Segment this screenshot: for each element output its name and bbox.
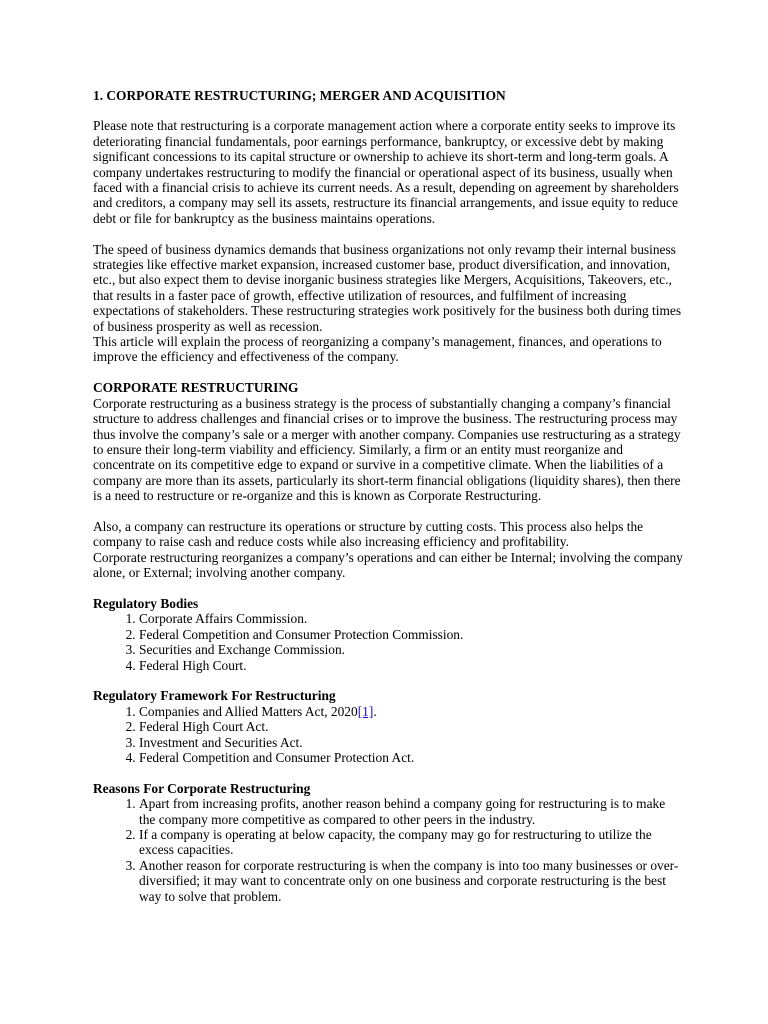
list-item: 2. Federal High Court Act. — [139, 719, 683, 734]
corporate-restructuring-paragraph-2: Also, a company can restructure its operations or structure by cutting costs. This process also helps the company to raise cash and reduce costs while also increasing efficiency and profitability. — [93, 518, 644, 550]
list-item: 3. Securities and Exchange Commission. — [139, 642, 683, 657]
list-item: 2. If a company is operating at below capacity, the company may go for restructuring to utilize the excess capacities. — [139, 827, 683, 858]
list-item: 2. Federal Competition and Consumer Protection Commission. — [139, 627, 683, 642]
section-heading-corporate-restructuring: CORPORATE RESTRUCTURING — [93, 380, 299, 396]
list-item — [139, 704, 683, 719]
intro-paragraph-1: Please note that restructuring is a corporate management action where a corporate entity seeks to improve its deteriorating financial fundamentals, poor earnings performance, bankruptcy, or excessive debt by making significant concessions to its capital structure or ownership to achieve its short-term and long-term goals. A company undertakes restructuring to modify the financial or operational aspect of its business, usually when faced with a financial crisis to achieve its current needs. As a result, depending on agreement by shareholders and creditors, a company may sell its assets, restructure its financial arrangements, and issue equity to reduce debt or file for bankruptcy as the business maintains operations. — [93, 118, 679, 226]
list-item: 3. Another reason for corporate restructuring is when the company is into too many businesses or over-diversified; it may want to concentrate only on one business and corporate restructuring is the best way to solve that problem. — [139, 858, 683, 904]
list-item: 1. Apart from increasing profits, another reason behind a company going for restructuring is to make the company more competitive as compared to other peers in the industry. — [139, 796, 683, 827]
corporate-restructuring-paragraph-3: Corporate restructuring reorganizes a company’s operations and can either be Internal; involving the company alone, or External; involving another company. — [93, 549, 683, 581]
intro-paragraph-2: The speed of business dynamics demands that business organizations not only revamp their internal business strategies like effective market expansion, increased customer base, product diversification, and innovation, etc., but also expect them to devise inorganic business strategies like Mergers, Acquisitions, Takeovers, etc., that results in a faster pace of growth, effective utilization of resources, and fulfilment of increasing expectations of stakeholders. These restructuring strategies work positively for the business both during times of business prosperity as well as recession. — [93, 241, 682, 334]
list-item-text: Companies and Allied Matters Act, 2020 — [139, 703, 358, 719]
regulatory-framework-list — [93, 704, 683, 766]
corporate-restructuring-paragraph-1: Corporate restructuring as a business strategy is the process of substantially changing a company’s financial structure to address challenges and financial crises or to improve the business. The restructuring process may thus involve the company’s sale or a merger with another company. Companies use restructuring as a strategy to ensure their long-term viability and efficiency. Similarly, a firm or an entity must reorganize and concentrate on its competitive edge to expand or survive in a competitive climate. When the liabilities of a company are more than its assets, particularly its short-term financial obligations (liquidity shares), then there is a need to restructure or re-organize and this is known as Corporate Restructuring. — [93, 395, 681, 504]
regulatory-bodies-list — [93, 611, 683, 673]
footnote-link[interactable]: [1] — [357, 703, 374, 719]
intro-paragraph-3: This article will explain the process of reorganizing a company’s management, finances, and operations to improve the efficiency and effectiveness of the company. — [93, 334, 662, 365]
document-title: 1. CORPORATE RESTRUCTURING; MERGER AND ACQUISITION — [93, 88, 506, 103]
list-item: 1. Corporate Affairs Commission. — [139, 611, 683, 626]
list-item-tail: . — [373, 703, 377, 719]
list-item: 3. Investment and Securities Act. — [139, 735, 683, 750]
reasons-heading: Reasons For Corporate Restructuring — [93, 780, 311, 796]
regulatory-framework-heading: Regulatory Framework For Restructuring — [93, 688, 336, 704]
regulatory-bodies-heading: Regulatory Bodies — [93, 595, 199, 611]
document-page — [93, 88, 683, 904]
list-item: 4. Federal Competition and Consumer Protection Act. — [139, 750, 683, 765]
reasons-list — [93, 796, 683, 904]
list-item: 4. Federal High Court. — [139, 658, 683, 673]
